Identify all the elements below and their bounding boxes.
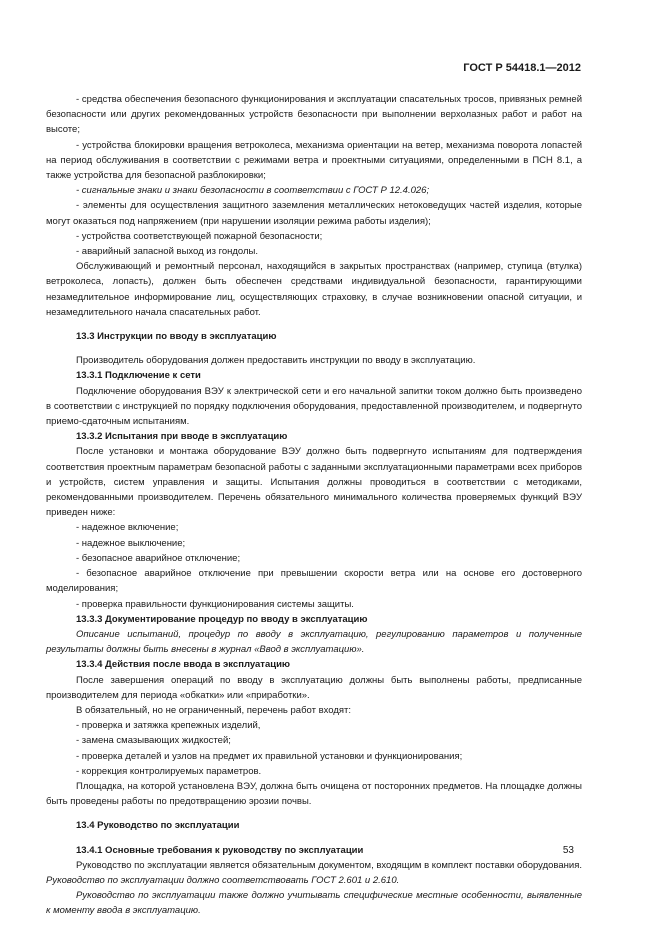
list-item: - замена смазывающих жидкостей; xyxy=(76,735,231,747)
paragraph: Руководство по эксплуатации также должно учитывать специфические местные особенности, выявленные к моменту ввода в эксплуатацию. xyxy=(46,890,582,917)
section-heading-13-3-1: 13.3.1 Подключение к сети xyxy=(76,370,201,382)
list-item: - безопасное аварийное отключение при превышении скорости ветра или на основе его достоверного моделирования; xyxy=(46,568,582,595)
paragraph: В обязательный, но не ограниченный, перечень работ входят: xyxy=(76,704,352,716)
page-number: 53 xyxy=(562,845,574,856)
paragraph: После установки и монтажа оборудование ВЭУ должно быть подвергнуто испытаниям для подтверждения соответствия проектным параметрам безопасной работы с заданными эксплуатационными параметрами всех приборов и устройств, систем управления и защиты. Испытания должны проводиться в соответствии с методиками, рекомендованными производителем. Перечень обязательного минимального количества проверяемых функций ВЭУ приведен ниже: xyxy=(46,446,582,519)
paragraph: - аварийный запасной выход из гондолы. xyxy=(76,246,259,258)
paragraph: - средства обеспечения безопасного функционирования и эксплуатации спасательных тросов, привязных ремней безопасности или других рекомендованных устройств безопасности при выполнении верхолазных работ и работ на высоте; xyxy=(46,94,582,136)
paragraph: После завершения операций по вводу в эксплуатацию должны быть выполнены работы, предписанные производителем для периода «обкатки» или «приработки». xyxy=(46,674,582,701)
section-heading-13-3-4: 13.3.4 Действия после ввода в эксплуатацию xyxy=(76,659,291,671)
paragraph: Подключение оборудования ВЭУ к электрической сети и его начальной запитки током должно быть произведено в соответствии с инструкцией по порядку подключения оборудования, предоставленной производителем, и подвергнуто приемо-сдаточным испытаниям. xyxy=(46,385,582,428)
paragraph: - устройства соответствующей пожарной безопасности; xyxy=(76,230,323,242)
document-header: ГОСТ Р 54418.1—2012 xyxy=(463,62,581,74)
list-item: - проверка правильности функционирования системы защиты. xyxy=(76,598,354,610)
section-heading-13-3-2: 13.3.2 Испытания при вводе в эксплуатацию xyxy=(76,431,288,443)
paragraph: Обслуживающий и ремонтный персонал, находящийся в закрытых пространствах (например, ступица (втулка) ветроколеса, лопасть), должен быть обеспечен средствами индивидуальной безопасности, гарантирующими незамедлительное информирование лиц, осуществляющих страховку, в случае возникновении опасной ситуации, и незамедлительного начала спасательных работ. xyxy=(46,261,582,318)
page-body xyxy=(46,92,582,919)
section-heading-13-3: 13.3 Инструкции по вводу в эксплуатацию xyxy=(76,331,277,343)
list-item: - безопасное аварийное отключение; xyxy=(76,552,241,564)
list-item: - проверка деталей и узлов на предмет их правильной установки и функционирования; xyxy=(76,750,463,762)
section-heading-13-4-1: 13.4.1 Основные требования к руководству по эксплуатации xyxy=(76,844,364,856)
paragraph: - сигнальные знаки и знаки безопасности в соответствии с ГОСТ Р 12.4.026; xyxy=(76,185,430,197)
section-heading-13-3-3: 13.3.3 Документирование процедур по вводу в эксплуатацию xyxy=(76,613,368,625)
paragraph xyxy=(46,858,582,888)
paragraph-text: Руководство по эксплуатации является обязательным документом, входящим в комплект поставки оборудования. xyxy=(76,859,582,871)
paragraph: Производитель оборудования должен предоставить инструкции по вводу в эксплуатацию. xyxy=(76,355,476,367)
paragraph: - элементы для осуществления защитного заземления металлических нетоковедущих частей изделия, которые могут оказаться под напряжением (при нарушении изоляции режима работы изделия); xyxy=(46,200,582,227)
paragraph: Описание испытаний, процедур по вводу в эксплуатацию, регулированию параметров и полученные результаты должны быть внесены в журнал «Ввод в эксплуатацию». xyxy=(46,628,582,656)
list-item: - проверка и затяжка крепежных изделий, xyxy=(76,720,261,732)
paragraph: Площадка, на которой установлена ВЭУ, должна быть очищена от посторонних предметов. На площадке должны быть проведены работы по предотвращению эрозии почвы. xyxy=(46,780,582,808)
paragraph-text-italic: Руководство по эксплуатации должно соответствовать ГОСТ 2.601 и 2.610. xyxy=(46,874,400,886)
paragraph: - устройства блокировки вращения ветроколеса, механизма ориентации на ветер, механизма поворота лопастей на период обслуживания в соответствии с режимами ветра и проектными ситуациями, определенными в ПСН 8.1, а также устройства для безопасной разблокировки; xyxy=(46,139,582,182)
list-item: - коррекция контролируемых параметров. xyxy=(76,765,262,777)
list-item: - надежное выключение; xyxy=(76,537,186,549)
list-item: - надежное включение; xyxy=(76,522,179,534)
section-heading-13-4: 13.4 Руководство по эксплуатации xyxy=(76,820,240,832)
